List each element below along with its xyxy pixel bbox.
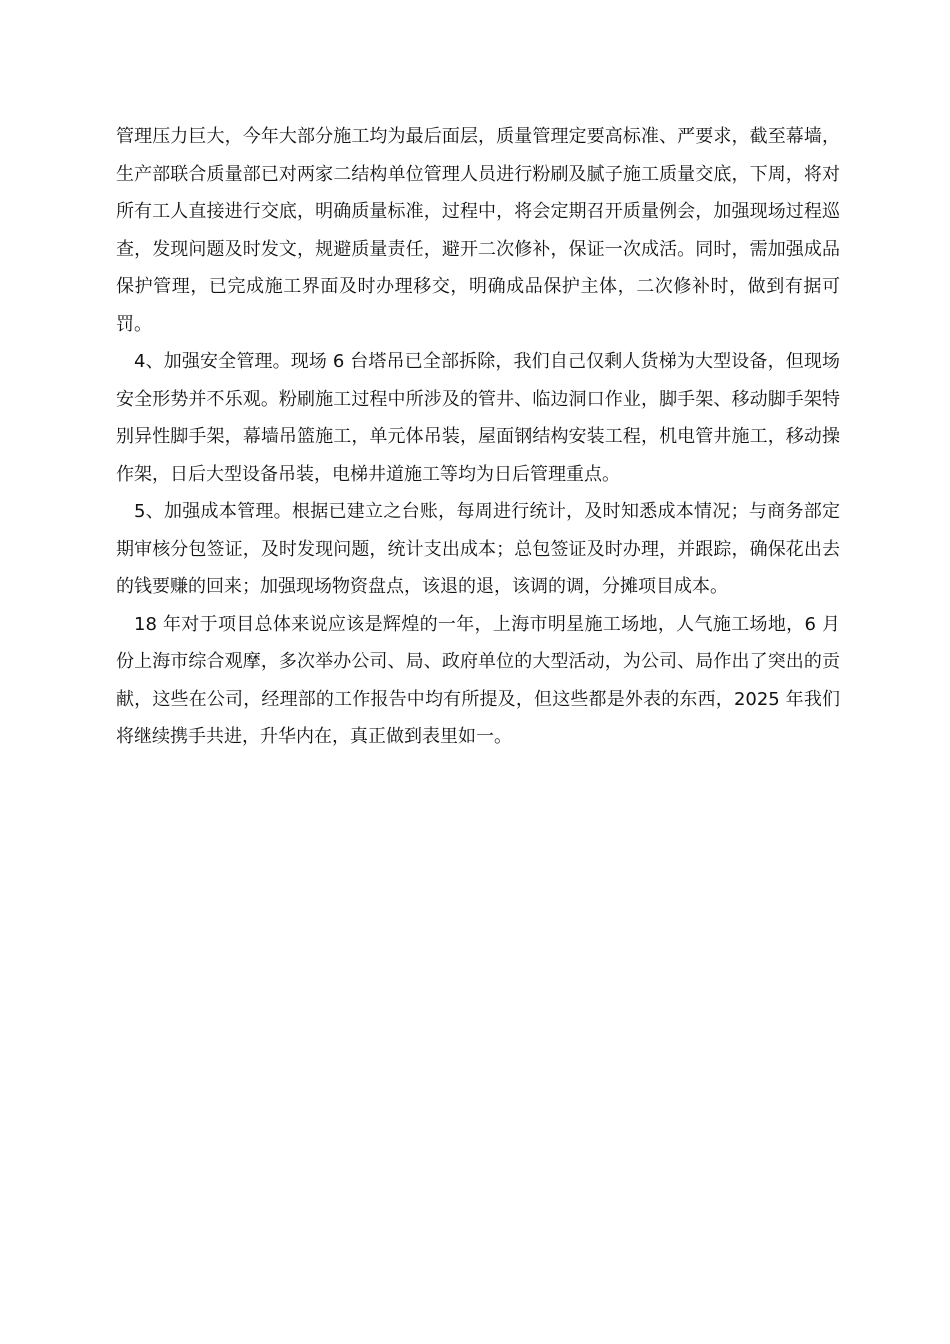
paragraph-summary: 18 年对于项目总体来说应该是辉煌的一年，上海市明星施工场地，人气施工场地，6 月份上海市综合观摩，多次举办公司、局、政府单位的大型活动，为公司、局作出了突出的贡献，这些在公司，经理部的工作报告中均有所提及，但这些都是外表的东西，2025 年我们将继续携手共进，升华内在，真正做到表里如一。	[116, 613, 840, 747]
paragraph-cost-management: 5、加强成本管理。根据已建立之台账，每周进行统计，及时知悉成本情况；与商务部定期审核分包签证，及时发现问题，统计支出成本；总包签证及时办理，并跟踪，确保花出去的钱要赚的回来；加强现场物资盘点，该退的退，该调的调，分摊项目成本。	[116, 501, 840, 597]
paragraph-safety-management: 4、加强安全管理。现场 6 台塔吊已全部拆除，我们自己仅剩人货梯为大型设备，但现场安全形势并不乐观。粉刷施工过程中所涉及的管井、临边洞口作业，脚手架、移动脚手架特别异性脚手架，幕墙吊篮施工，单元体吊装，屋面钢结构安装工程，机电管井施工，移动操作架，日后大型设备吊装，电梯井道施工等均为日后管理重点。	[116, 351, 840, 485]
document-body	[116, 118, 840, 756]
paragraph-quality-management: 管理压力巨大，今年大部分施工均为最后面层，质量管理定要高标准、严要求，截至幕墙，生产部联合质量部已对两家二结构单位管理人员进行粉刷及腻子施工质量交底，下周，将对所有工人直接进行交底，明确质量标准，过程中，将会定期召开质量例会，加强现场过程巡查，发现问题及时发文，规避质量责任，避开二次修补，保证一次成活。同时，需加强成品保护管理，已完成施工界面及时办理移交，明确成品保护主体，二次修补时，做到有据可罚。	[116, 126, 840, 335]
